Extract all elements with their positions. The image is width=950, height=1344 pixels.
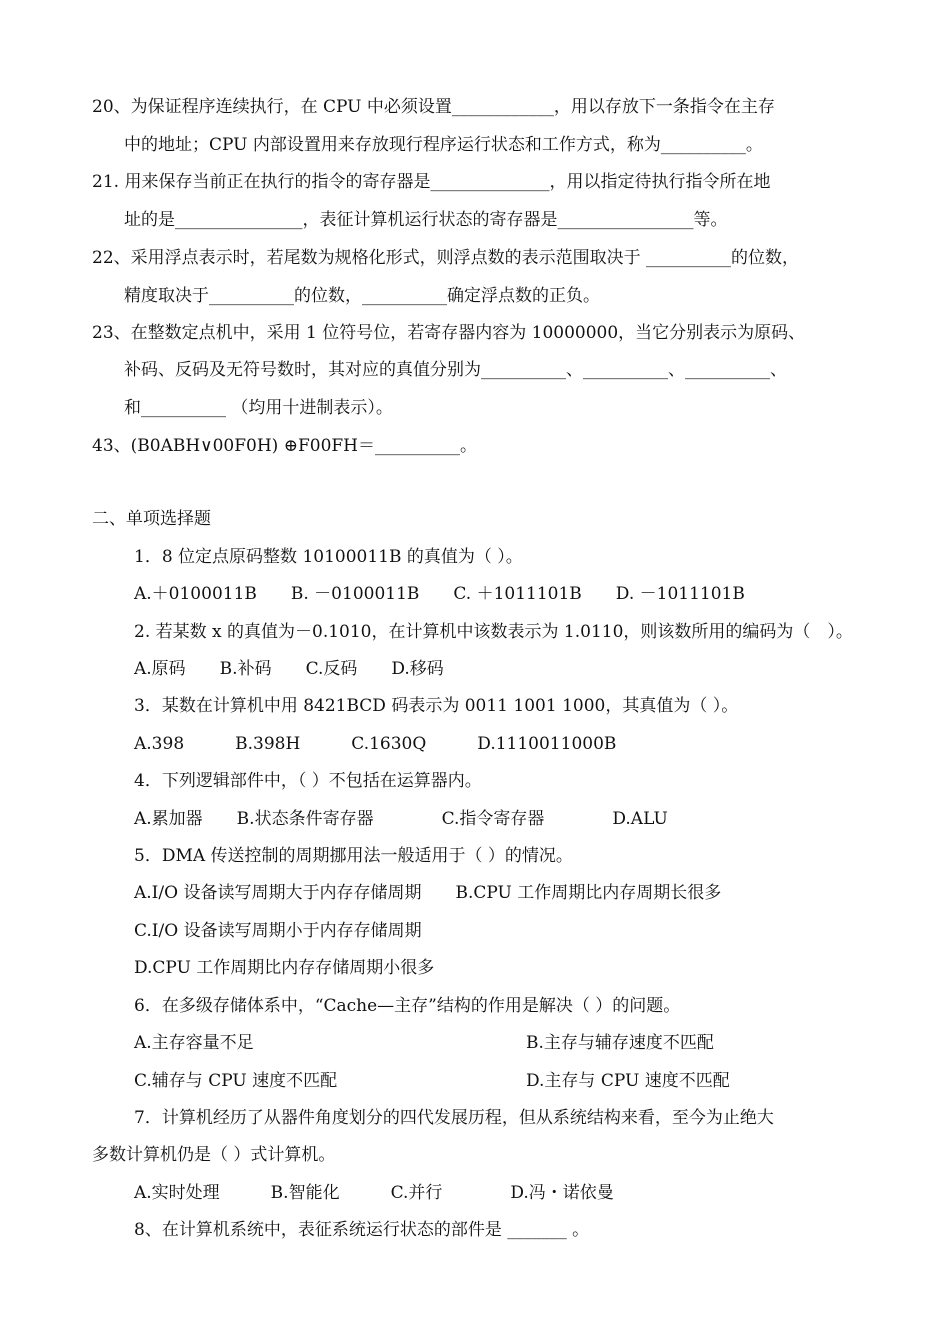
choice-6-question: 6．在多级存储体系中，“Cache—主存”结构的作用是解决（ ）的问题。 — [134, 996, 681, 1016]
choice-5-options-ab: A.I/O 设备读写周期大于内存存储周期 B.CPU 工作周期比内存周期长很多 — [134, 883, 722, 903]
choice-1-question: 1．8 位定点原码整数 10100011B 的真值为（ ）。 — [134, 547, 523, 567]
section-heading: 二、单项选择题 — [92, 509, 211, 529]
choice-6-option-d: D.主存与 CPU 速度不匹配 — [526, 1071, 730, 1091]
choice-6-option-a: A.主存容量不足 — [134, 1033, 254, 1053]
choice-2-question: 2. 若某数 x 的真值为－0.1010，在计算机中该数表示为 1.0110，则该数所用的编码为（ ）。 — [134, 622, 853, 642]
choice-7-question-line-2: 多数计算机仍是（ ）式计算机。 — [92, 1145, 336, 1165]
choice-5-option-d: D.CPU 工作周期比内存存储周期小很多 — [134, 958, 435, 978]
question-20-line-2: 中的地址；CPU 内部设置用来存放现行程序运行状态和工作方式，称为__________。 — [124, 135, 763, 155]
choice-7-question-line-1: 7．计算机经历了从器件角度划分的四代发展历程，但从系统结构来看，至今为止绝大 — [134, 1108, 774, 1128]
choice-3-question: 3．某数在计算机中用 8421BCD 码表示为 0011 1001 1000，其真值为（ ）。 — [134, 696, 739, 716]
choice-8-question: 8、在计算机系统中，表征系统运行状态的部件是 _______ 。 — [134, 1220, 590, 1240]
question-22-line-2: 精度取决于__________的位数，__________确定浮点数的正负。 — [124, 286, 600, 306]
choice-6-option-b: B.主存与辅存速度不匹配 — [526, 1033, 714, 1053]
question-20-line-1: 20、为保证程序连续执行，在 CPU 中必须设置____________，用以存放下一条指令在主存 — [92, 97, 775, 117]
choice-4-options: A.累加器 B.状态条件寄存器 C.指令寄存器 D.ALU — [134, 809, 668, 829]
choice-1-options: A.＋0100011B B. －0100011B C. ＋1011101B D. －1011101B — [134, 584, 745, 604]
question-21-line-1: 21. 用来保存当前正在执行的指令的寄存器是______________，用以指定待执行指令所在地 — [92, 172, 771, 192]
choice-5-question: 5．DMA 传送控制的周期挪用法一般适用于（ ）的情况。 — [134, 846, 573, 866]
choice-5-option-c: C.I/O 设备读写周期小于内存存储周期 — [134, 921, 422, 941]
choice-7-options: A.实时处理 B.智能化 C.并行 D.冯・诺依曼 — [134, 1183, 614, 1203]
choice-3-options: A.398 B.398H C.1630Q D.1110011000B — [134, 734, 617, 754]
question-22-line-1: 22、采用浮点表示时，若尾数为规格化形式，则浮点数的表示范围取决于 __________的位数， — [92, 248, 800, 268]
question-21-line-2: 址的是_______________，表征计算机运行状态的寄存器是________________等。 — [124, 210, 728, 230]
choice-6-option-c: C.辅存与 CPU 速度不匹配 — [134, 1071, 338, 1091]
question-23-line-1: 23、在整数定点机中，采用 1 位符号位，若寄存器内容为 10000000，当它分别表示为原码、 — [92, 323, 806, 343]
question-43-line: 43、(B0ABH∨00F0H) ⊕F00FH＝__________。 — [92, 436, 478, 456]
question-23-line-3: 和__________ （均用十进制表示）。 — [124, 398, 393, 418]
question-23-line-2: 补码、反码及无符号数时，其对应的真值分别为__________、__________、__________、 — [124, 360, 787, 380]
choice-4-question: 4．下列逻辑部件中，（ ）不包括在运算器内。 — [134, 771, 482, 791]
choice-2-options: A.原码 B.补码 C.反码 D.移码 — [134, 659, 444, 679]
